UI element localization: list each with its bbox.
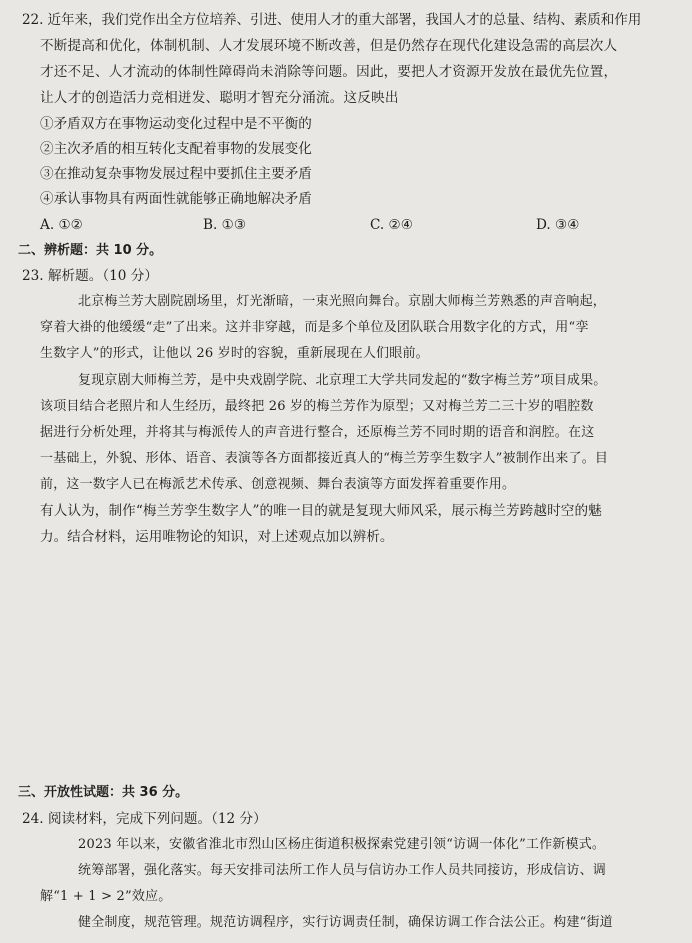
q22-option-a: A. ①②: [40, 217, 83, 233]
q24-heading: 24. 阅读材料，完成下列问题。（12 分）: [22, 811, 267, 827]
q22-option-d: D. ③④: [536, 217, 580, 233]
q22-line-1: 22. 近年来，我们党作出全方位培养、引进、使用人才的重大部署，我国人才的总量、结构、素质和作用: [22, 12, 642, 28]
q22-statement-2: ②主次矛盾的相互转化支配着事物的发展变化: [40, 141, 312, 157]
q22-option-c: C. ②④: [370, 217, 413, 233]
q23-line-2: 穿着大褂的他缓缓“走”了出来。这并非穿越，而是多个单位及团队联合用数字化的方式，用“孪: [40, 320, 589, 335]
q24-line-4: 健全制度，规范管理。规范访调程序，实行访调责任制，确保访调工作合法公正。构建“街道: [78, 915, 613, 930]
q24-line-2: 统筹部署，强化落实。每天安排司法所工作人员与信访办工作人员共同接访，形成信访、调: [78, 863, 607, 878]
q23-line-6: 据进行分析处理，并将其与梅派传人的声音进行整合，还原梅兰芳不同时期的语音和润腔。在这: [40, 425, 595, 440]
q24-line-1: 2023 年以来，安徽省淮北市烈山区杨庄街道积极探索党建引领“访调一体化”工作新模式。: [78, 837, 606, 852]
q23-line-9: 有人认为，制作“梅兰芳孪生数字人”的唯一目的就是复现大师风采，展示梅兰芳跨越时空的魅: [40, 503, 602, 519]
q22-line-2: 不断提高和优化，体制机制、人才发展环境不断改善，但是仍然存在现代化建设急需的高层次人: [40, 38, 618, 54]
q23-line-7: 一基础上，外貌、形体、语音、表演等各方面都接近真人的“梅兰芳孪生数字人”被制作出来了。目: [40, 451, 609, 466]
q23-line-5: 该项目结合老照片和人生经历，最终把 26 岁的梅兰芳作为原型；又对梅兰芳二三十岁的唱腔数: [40, 399, 594, 414]
q23-line-4: 复现京剧大师梅兰芳，是中央戏剧学院、北京理工大学共同发起的“数字梅兰芳”项目成果。: [78, 373, 607, 388]
q23-line-10: 力。结合材料，运用唯物论的知识，对上述观点加以辨析。: [40, 529, 394, 545]
section-2-title: 二、辨析题：共 10 分。: [18, 243, 163, 258]
q22-line-4: 让人才的创造活力竞相迸发、聪明才智充分涌流。这反映出: [40, 90, 399, 106]
q22-statement-3: ③在推动复杂事物发展过程中要抓住主要矛盾: [40, 166, 312, 182]
q22-statement-4: ④承认事物具有两面性就能够正确地解决矛盾: [40, 191, 312, 207]
q24-line-3: 解“1 + 1 > 2”效应。: [40, 889, 172, 904]
q23-line-3: 生数字人”的形式，让他以 26 岁时的容貌，重新展现在人们眼前。: [40, 346, 429, 361]
q22-statement-1: ①矛盾双方在事物运动变化过程中是不平衡的: [40, 116, 312, 132]
section-3-title: 三、开放性试题：共 36 分。: [18, 785, 189, 800]
q23-line-8: 前，这一数字人已在梅派艺术传承、创意视频、舞台表演等方面发挥着重要作用。: [40, 477, 516, 492]
q23-heading: 23. 解析题。（10 分）: [22, 268, 158, 284]
q22-line-3: 才还不足、人才流动的体制性障碍尚未消除等问题。因此，要把人才资源开发放在最优先位置，: [40, 64, 618, 80]
q22-option-b: B. ①③: [203, 217, 247, 233]
q23-line-1: 北京梅兰芳大剧院剧场里，灯光渐暗，一束光照向舞台。京剧大师梅兰芳熟悉的声音响起，: [78, 294, 607, 309]
